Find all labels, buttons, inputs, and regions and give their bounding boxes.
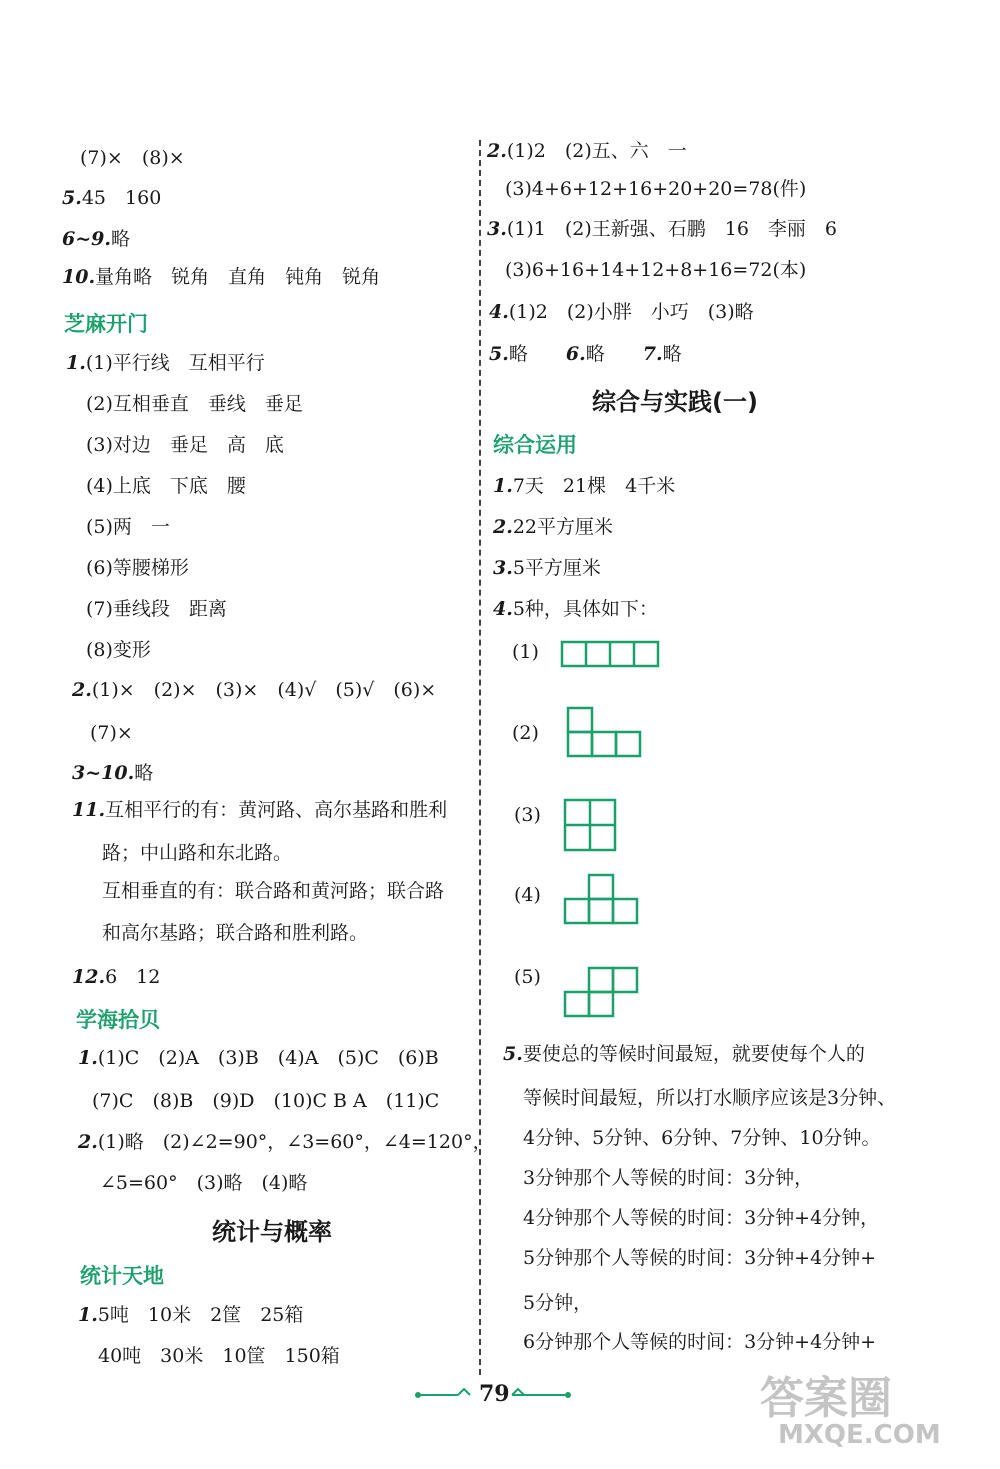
answer-line: 5分钟， <box>523 1292 593 1314</box>
answer-line: 和高尔基路；联合路和胜利路。 <box>102 922 369 944</box>
answer-line: 4分钟那个人等候的时间：3分钟+4分钟， <box>523 1207 880 1229</box>
shape-label: (1) <box>512 641 539 663</box>
answer-line: 2.(1)略 (2)∠2=90°，∠3=60°，∠4=120°， <box>78 1131 492 1153</box>
net-shape-1 <box>560 640 662 670</box>
page-number: 79 <box>479 1381 510 1407</box>
answer-line: 5.45 160 <box>62 187 162 209</box>
answer-line: 12.6 12 <box>72 966 161 988</box>
answer-line: 2.22平方厘米 <box>493 516 614 538</box>
answer-line: (7)C (8)B (9)D (10)C B A (11)C <box>92 1090 440 1112</box>
answer-line: 40吨 30米 10筐 150箱 <box>98 1345 340 1367</box>
answer-line: 10.量角略 锐角 直角 钝角 锐角 <box>62 266 381 288</box>
answer-line: 5.略 6.略 7.略 <box>489 343 682 365</box>
net-shape-2 <box>566 706 646 760</box>
watermark <box>740 1362 970 1457</box>
answer-line: (6)等腰梯形 <box>86 557 189 579</box>
answer-line: 3.5平方厘米 <box>493 557 601 579</box>
answer-line: ∠5=60° (3)略 (4)略 <box>100 1172 308 1194</box>
answer-line: 4.5种，具体如下： <box>493 598 658 620</box>
answer-line: 4分钟、5分钟、6分钟、7分钟、10分钟。 <box>523 1127 881 1149</box>
answer-line: 等候时间最短，所以打水顺序应该是3分钟、 <box>523 1087 897 1109</box>
answer-line: (3)4+6+12+16+20+20=78(件) <box>505 178 807 200</box>
shape-label: (5) <box>514 966 541 988</box>
chapter-title: 统计与概率 <box>212 1218 332 1246</box>
section-heading: 综合运用 <box>493 433 577 457</box>
shape-label: (3) <box>514 804 541 826</box>
shape-label: (4) <box>514 884 541 906</box>
answer-line: 5分钟那个人等候的时间：3分钟+4分钟+ <box>523 1247 877 1269</box>
column-divider <box>479 140 483 1375</box>
answer-line: 6分钟那个人等候的时间：3分钟+4分钟+ <box>523 1331 877 1353</box>
answer-line: 3分钟那个人等候的时间：3分钟， <box>523 1167 814 1189</box>
watermark-url: MXQE.COM <box>778 1420 941 1450</box>
answer-line: 6~9.略 <box>62 228 130 250</box>
net-shape-4 <box>563 873 643 929</box>
answer-line: 4.(1)2 (2)小胖 小巧 (3)略 <box>489 301 754 323</box>
section-heading: 学海拾贝 <box>76 1008 160 1032</box>
answer-line: 5.要使总的等候时间最短，就要使每个人的 <box>503 1043 865 1065</box>
net-shape-5 <box>563 966 643 1022</box>
answer-line: (7)垂线段 距离 <box>86 598 227 620</box>
answer-line: 互相垂直的有：联合路和黄河路；联合路 <box>102 880 445 902</box>
answer-line: (3)对边 垂足 高 底 <box>86 434 284 456</box>
answer-line: (4)上底 下底 腰 <box>86 475 246 497</box>
answer-line: 2.(1)× (2)× (3)× (4)√ (5)√ (6)× <box>72 679 437 701</box>
answer-line: 11.互相平行的有：黄河路、高尔基路和胜利 <box>72 799 448 821</box>
answer-line: 1.(1)平行线 互相平行 <box>66 352 265 374</box>
answer-line: 3.(1)1 (2)王新强、石鹏 16 李丽 6 <box>487 218 838 240</box>
answer-line: (3)6+16+14+12+8+16=72(本) <box>505 259 807 281</box>
section-heading: 芝麻开门 <box>64 312 148 336</box>
shape-label: (2) <box>512 722 539 744</box>
answer-line: 2.(1)2 (2)五、六 一 <box>487 140 687 162</box>
answer-line: 1.5吨 10米 2筐 25箱 <box>78 1304 304 1326</box>
answer-line: (5)两 一 <box>86 516 170 538</box>
section-heading: 统计天地 <box>80 1264 164 1288</box>
answer-line: (7)× <box>90 722 133 744</box>
answer-line: 1.7天 21棵 4千米 <box>493 475 676 497</box>
answer-line: 路；中山路和东北路。 <box>102 842 293 864</box>
answer-line: (7)× (8)× <box>80 147 185 169</box>
chapter-title: 综合与实践(一) <box>592 388 758 416</box>
watermark-logo: 答案圈 <box>760 1373 892 1424</box>
answer-line: 3~10.略 <box>72 762 154 784</box>
answer-line: 1.(1)C (2)A (3)B (4)A (5)C (6)B <box>78 1047 439 1069</box>
answer-line: (8)变形 <box>86 639 151 661</box>
answer-line: (2)互相垂直 垂线 垂足 <box>86 393 303 415</box>
net-shape-3 <box>563 798 619 854</box>
